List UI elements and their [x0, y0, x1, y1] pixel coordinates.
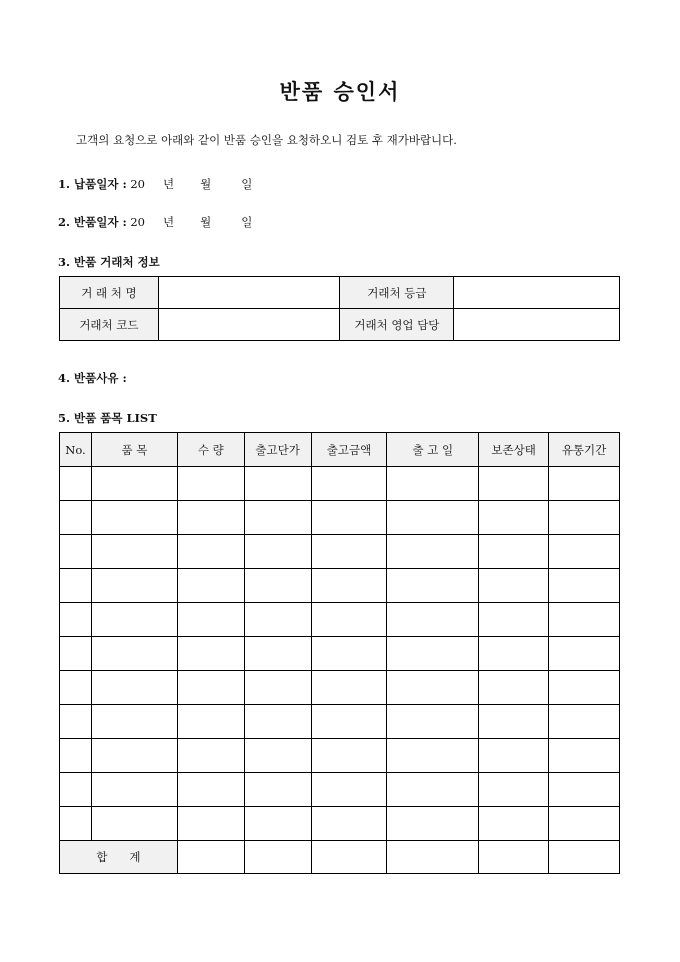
vendor-sales-rep-label: 거래처 영업 담당 [340, 309, 454, 341]
delivery-month-unit: 월 [200, 177, 212, 191]
condition-cell[interactable] [479, 773, 549, 807]
unit-price-cell[interactable] [244, 637, 311, 671]
col-no-header: No. [60, 433, 92, 467]
condition-cell[interactable] [479, 569, 549, 603]
expiry-cell[interactable] [549, 501, 620, 535]
delivery-year-prefix: 20 [130, 177, 145, 191]
unit-price-cell[interactable] [244, 807, 311, 841]
item-cell[interactable] [91, 467, 177, 501]
quantity-cell[interactable] [177, 501, 244, 535]
intro-text: 고객의 요청으로 아래와 같이 반품 승인을 요청하오니 검토 후 재가바랍니다. [76, 133, 457, 147]
total-quantity-cell[interactable] [177, 841, 244, 874]
table-row [60, 739, 620, 773]
items-header-row [60, 433, 620, 467]
amount-cell[interactable] [311, 467, 387, 501]
unit-price-cell[interactable] [244, 671, 311, 705]
amount-cell[interactable] [311, 739, 387, 773]
ship-date-cell[interactable] [387, 671, 479, 705]
vendor-code-label: 거래처 코드 [60, 309, 159, 341]
condition-cell[interactable] [479, 603, 549, 637]
quantity-cell[interactable] [177, 535, 244, 569]
condition-cell[interactable] [479, 535, 549, 569]
return-items-table [59, 432, 620, 874]
no-cell[interactable] [60, 807, 92, 841]
total-ship-date-cell[interactable] [387, 841, 479, 874]
vendor-section-heading-text: 3. 반품 거래처 정보 [58, 255, 160, 269]
no-cell[interactable] [60, 501, 92, 535]
ship-date-cell[interactable] [387, 739, 479, 773]
unit-price-cell[interactable] [244, 603, 311, 637]
unit-price-cell[interactable] [244, 569, 311, 603]
unit-price-cell[interactable] [244, 705, 311, 739]
return-reason-label: 4. 반품사유 : [58, 371, 127, 385]
expiry-cell[interactable] [549, 637, 620, 671]
table-row [60, 671, 620, 705]
no-cell[interactable] [60, 603, 92, 637]
ship-date-cell[interactable] [387, 637, 479, 671]
return-date-label: 2. 반품일자 : [58, 215, 127, 229]
return-date-line [58, 214, 252, 230]
item-cell[interactable] [91, 637, 177, 671]
quantity-cell[interactable] [177, 569, 244, 603]
amount-cell[interactable] [311, 807, 387, 841]
expiry-cell[interactable] [549, 467, 620, 501]
quantity-cell[interactable] [177, 637, 244, 671]
item-cell[interactable] [91, 773, 177, 807]
ship-date-cell[interactable] [387, 773, 479, 807]
table-row [60, 807, 620, 841]
vendor-name-field[interactable] [158, 277, 340, 309]
quantity-cell[interactable] [177, 807, 244, 841]
return-year-prefix: 20 [130, 215, 145, 229]
ship-date-cell[interactable] [387, 705, 479, 739]
no-cell[interactable] [60, 467, 92, 501]
amount-cell[interactable] [311, 671, 387, 705]
table-row [60, 569, 620, 603]
vendor-grade-label: 거래처 등급 [340, 277, 454, 309]
condition-cell[interactable] [479, 739, 549, 773]
no-cell[interactable] [60, 637, 92, 671]
return-day-unit: 일 [241, 215, 253, 229]
vendor-sales-rep-field[interactable] [454, 309, 620, 341]
quantity-cell[interactable] [177, 467, 244, 501]
expiry-cell[interactable] [549, 807, 620, 841]
table-row [60, 705, 620, 739]
item-cell[interactable] [91, 739, 177, 773]
condition-cell[interactable] [479, 501, 549, 535]
item-cell[interactable] [91, 603, 177, 637]
table-row [60, 773, 620, 807]
table-row [60, 603, 620, 637]
col-item-header: 품 목 [91, 433, 177, 467]
item-cell[interactable] [91, 705, 177, 739]
vendor-code-field[interactable] [158, 309, 340, 341]
unit-price-cell[interactable] [244, 773, 311, 807]
amount-cell[interactable] [311, 637, 387, 671]
quantity-cell[interactable] [177, 705, 244, 739]
table-row [60, 535, 620, 569]
col-condition-header: 보존상태 [479, 433, 549, 467]
expiry-cell[interactable] [549, 705, 620, 739]
table-row [60, 501, 620, 535]
quantity-cell[interactable] [177, 671, 244, 705]
no-cell[interactable] [60, 569, 92, 603]
total-expiry-cell[interactable] [549, 841, 620, 874]
total-unit-price-cell[interactable] [244, 841, 311, 874]
expiry-cell[interactable] [549, 535, 620, 569]
items-section-heading [58, 410, 157, 426]
total-row [60, 841, 620, 874]
amount-cell[interactable] [311, 569, 387, 603]
expiry-cell[interactable] [549, 739, 620, 773]
expiry-cell[interactable] [549, 603, 620, 637]
vendor-name-label: 거 래 처 명 [60, 277, 159, 309]
return-month-unit: 월 [200, 215, 212, 229]
quantity-cell[interactable] [177, 603, 244, 637]
no-cell[interactable] [60, 705, 92, 739]
quantity-cell[interactable] [177, 739, 244, 773]
ship-date-cell[interactable] [387, 603, 479, 637]
ship-date-cell[interactable] [387, 569, 479, 603]
expiry-cell[interactable] [549, 773, 620, 807]
total-label: 합 계 [60, 841, 178, 874]
return-year-unit: 년 [163, 215, 175, 229]
amount-cell[interactable] [311, 705, 387, 739]
amount-cell[interactable] [311, 603, 387, 637]
item-cell[interactable] [91, 807, 177, 841]
item-cell[interactable] [91, 535, 177, 569]
ship-date-cell[interactable] [387, 535, 479, 569]
ship-date-cell[interactable] [387, 467, 479, 501]
col-ship-date-header: 출 고 일 [387, 433, 479, 467]
quantity-cell[interactable] [177, 773, 244, 807]
vendor-grade-field[interactable] [454, 277, 620, 309]
col-quantity-header: 수 량 [177, 433, 244, 467]
no-cell[interactable] [60, 671, 92, 705]
col-amount-header: 출고금액 [311, 433, 387, 467]
ship-date-cell[interactable] [387, 807, 479, 841]
return-reason-line [58, 370, 127, 386]
delivery-date-label: 1. 납품일자 : [58, 177, 127, 191]
unit-price-cell[interactable] [244, 467, 311, 501]
expiry-cell[interactable] [549, 671, 620, 705]
unit-price-cell[interactable] [244, 535, 311, 569]
delivery-day-unit: 일 [241, 177, 253, 191]
items-section-heading-text: 5. 반품 품목 LIST [58, 411, 157, 425]
condition-cell[interactable] [479, 467, 549, 501]
amount-cell[interactable] [311, 501, 387, 535]
amount-cell[interactable] [311, 535, 387, 569]
expiry-cell[interactable] [549, 569, 620, 603]
condition-cell[interactable] [479, 807, 549, 841]
delivery-date-line [58, 176, 252, 192]
condition-cell[interactable] [479, 671, 549, 705]
total-amount-cell[interactable] [311, 841, 387, 874]
no-cell[interactable] [60, 739, 92, 773]
condition-cell[interactable] [479, 705, 549, 739]
col-expiry-header: 유통기간 [549, 433, 620, 467]
condition-cell[interactable] [479, 637, 549, 671]
no-cell[interactable] [60, 535, 92, 569]
table-row [60, 637, 620, 671]
unit-price-cell[interactable] [244, 501, 311, 535]
delivery-year-unit: 년 [163, 177, 175, 191]
item-cell[interactable] [91, 569, 177, 603]
item-cell[interactable] [91, 501, 177, 535]
item-cell[interactable] [91, 671, 177, 705]
document-title: 반품 승인서 [279, 79, 401, 104]
vendor-info-table [59, 276, 620, 341]
total-condition-cell[interactable] [479, 841, 549, 874]
vendor-section-heading [58, 254, 160, 270]
amount-cell[interactable] [311, 773, 387, 807]
col-unit-price-header: 출고단가 [244, 433, 311, 467]
ship-date-cell[interactable] [387, 501, 479, 535]
table-row [60, 467, 620, 501]
no-cell[interactable] [60, 773, 92, 807]
unit-price-cell[interactable] [244, 739, 311, 773]
